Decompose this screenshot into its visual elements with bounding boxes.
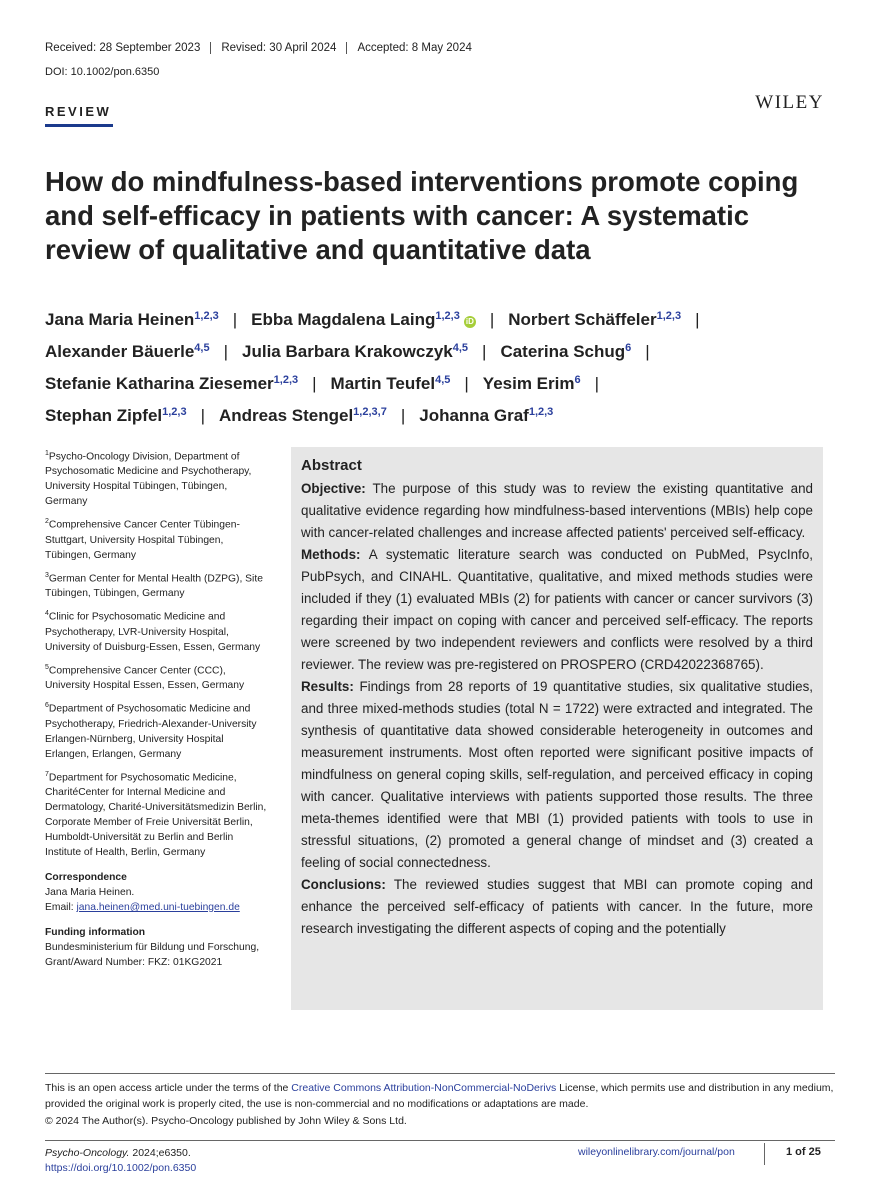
affiliation: $^7$Department for Psychosomatic Medicine, CharitéCenter for Internal Medicine and Dermatology, Charité-Universitätsmedizin Berlin, Corporate Member of Freie Universität Berlin, Humboldt-Universität zu Berlin and Berlin Institute of Health, Berlin, Germany bbox=[45, 770, 267, 858]
doi-link[interactable]: https://doi.org/10.1002/pon.6350 bbox=[45, 1162, 197, 1174]
correspondence-email: Email: jana.heinen@med.uni-tuebingen.de bbox=[45, 901, 240, 913]
correspondence-heading: Correspondence bbox=[45, 871, 127, 883]
affiliation: $^3$German Center for Mental Health (DZPG), Site Tübingen, Tübingen, Germany bbox=[45, 571, 263, 600]
author[interactable]: Johanna Graf$^{1,2,3}$ bbox=[419, 406, 554, 425]
copyright: © 2024 The Author(s). Psycho-Oncology published by John Wiley & Sons Ltd. bbox=[45, 1115, 407, 1127]
author-list: Jana Maria Heinen$^{1,2,3}$ | Ebba Magdalena Laing$^{1,2,3}$ iD | Norbert Schäffeler$^{1,2,3}$ | Alexander Bäuerle$^{4,5}$ | Julia Barbara Krakowczyk$^{4,5}$ | Caterina Schug$^6$ | Stefanie Katharina Ziesemer$^{1,2,3}$ | Martin Teufel$^{4,5}$ | Yesim Erim$^6$ | Stephan Zipfel$^{1,2,3}$ | Andreas Stengel$^{1,2,3,7}$ | Johanna Graf$^{1,2,3}$ bbox=[45, 310, 700, 425]
author[interactable]: Alexander Bäuerle$^{4,5}$ bbox=[45, 342, 210, 361]
abstract-box bbox=[291, 447, 823, 1010]
author[interactable]: Yesim Erim$^6$ bbox=[482, 374, 581, 393]
correspondence-name: Jana Maria Heinen. bbox=[45, 886, 135, 898]
author[interactable]: Norbert Schäffeler$^{1,2,3}$ bbox=[508, 310, 682, 329]
page-number: 1 of 25 bbox=[786, 1146, 821, 1158]
author[interactable]: Ebba Magdalena Laing$^{1,2,3}$ iD bbox=[251, 310, 474, 329]
author[interactable]: Stefanie Katharina Ziesemer$^{1,2,3}$ bbox=[45, 374, 299, 393]
footer-divider bbox=[45, 1073, 835, 1074]
page-title: How do mindfulness-based interventions promote coping and self-efficacy in patients with cancer: A systematic review of qualitative and quantitative data bbox=[45, 166, 799, 265]
author[interactable]: Stephan Zipfel$^{1,2,3}$ bbox=[45, 406, 187, 425]
email-link[interactable]: jana.heinen@med.uni-tuebingen.de bbox=[76, 901, 240, 913]
revised-date: Revised: 30 April 2024 bbox=[210, 42, 346, 54]
bottom-divider bbox=[45, 1140, 835, 1141]
received-date: Received: 28 September 2023 bbox=[45, 42, 201, 54]
author[interactable]: Martin Teufel$^{4,5}$ bbox=[330, 374, 451, 393]
abstract-conclusions: Conclusions: The reviewed studies suggest that MBI can promote coping and enhance the perceived self-efficacy of patients with cancer. In the future, more research investigating the different aspects of coping and the potentially bbox=[301, 877, 813, 936]
license-text: This is an open access article under the terms of the Creative Commons Attribution-NonCommercial-NoDerivs License, which permits use and distribution in any medium, provided the original work is properly cited, the use is non-commercial and no modifications or adaptations are made. bbox=[45, 1082, 834, 1110]
funding-text: Bundesministerium für Bildung und Forschung, Grant/Award Number: FKZ: 01KG2021 bbox=[45, 941, 260, 968]
abstract-heading: Abstract bbox=[301, 457, 362, 474]
author[interactable]: Caterina Schug$^6$ bbox=[500, 342, 632, 361]
affiliation: $^5$Comprehensive Cancer Center (CCC), University Hospital Essen, Essen, Germany bbox=[45, 663, 245, 692]
accepted-date: Accepted: 8 May 2024 bbox=[346, 42, 481, 54]
article-dates bbox=[45, 42, 482, 54]
section-label: REVIEW bbox=[45, 104, 112, 119]
affiliations-sidebar bbox=[45, 446, 270, 970]
affiliation: $^2$Comprehensive Cancer Center Tübingen-Stuttgart, University Hospital Tübingen, Tübingen, Germany bbox=[45, 518, 240, 561]
affiliation: $^4$Clinic for Psychosomatic Medicine and Psychotherapy, LVR-University Hospital, University of Duisburg-Essen, Essen, Germany bbox=[45, 610, 261, 653]
license-link[interactable]: Creative Commons Attribution-NonCommercial-NoDerivs bbox=[291, 1082, 557, 1094]
orcid-icon[interactable]: iD bbox=[465, 317, 474, 326]
journal-site-link[interactable]: wileyonlinelibrary.com/journal/pon bbox=[578, 1146, 735, 1158]
publisher-logo: WILEY bbox=[755, 92, 824, 113]
author[interactable]: Julia Barbara Krakowczyk$^{4,5}$ bbox=[242, 342, 469, 361]
doi: DOI: 10.1002/pon.6350 bbox=[45, 66, 160, 78]
affiliation: $^6$Department of Psychosomatic Medicine and Psychotherapy, Friedrich-Alexander-University Erlangen-Nürnberg, University Hospital Erlangen, Erlangen, Germany bbox=[45, 702, 257, 760]
footer-separator bbox=[764, 1143, 765, 1165]
abstract-objective: Objective: The purpose of this study was to review the existing quantitative and qualitative evidence regarding how mindfulness-based interventions (MBIs) help cope with cancer-related challenges and increase affected patients' perceived self-efficacy. bbox=[301, 481, 813, 540]
section-rule bbox=[45, 124, 113, 127]
funding-heading: Funding information bbox=[45, 926, 146, 938]
affiliation: $^1$Psycho-Oncology Division, Department of Psychosomatic Medicine and Psychotherapy, University Hospital Tübingen, Tübingen, Germany bbox=[45, 450, 252, 508]
author[interactable]: Jana Maria Heinen$^{1,2,3}$ bbox=[45, 310, 219, 329]
abstract-methods: Methods: A systematic literature search was conducted on PubMed, PsycInfo, PubPsych, and CINAHL. Quantitative, qualitative, and mixed methods studies were included if they (1) evaluated MBIs (2) for patients with cancer or cancer survivors (3) regarding their impact on coping with cancer and perceived self-efficacy. The reports were screened by two independent reviewers and conflicts were resolved by a third reviewer. The review was pre-registered on PROSPERO (CRD42022368765). bbox=[301, 547, 813, 672]
journal-citation: Psycho-Oncology. 2024;e6350. https://doi.org/10.1002/pon.6350 bbox=[45, 1147, 197, 1174]
author[interactable]: Andreas Stengel$^{1,2,3,7}$ bbox=[219, 406, 387, 425]
abstract-results: Results: Findings from 28 reports of 19 quantitative studies, six qualitative studies, and three mixed-methods studies (total N = 1722) were extracted and integrated. The synthesis of quantitative data showed considerable heterogeneity in outcomes and measurement instruments. Most often reported were significant positive impacts of mindfulness on general coping skills, self-regulation, and perceived efficacy in coping with cancer. Qualitative interviews with patients supported those results. The three meta-themes identified were that MBI (1) provided patients with tools to use in stressful situations, (2) promoted a general change of mindset and (3) created a feeling of social connectedness. bbox=[301, 679, 813, 870]
